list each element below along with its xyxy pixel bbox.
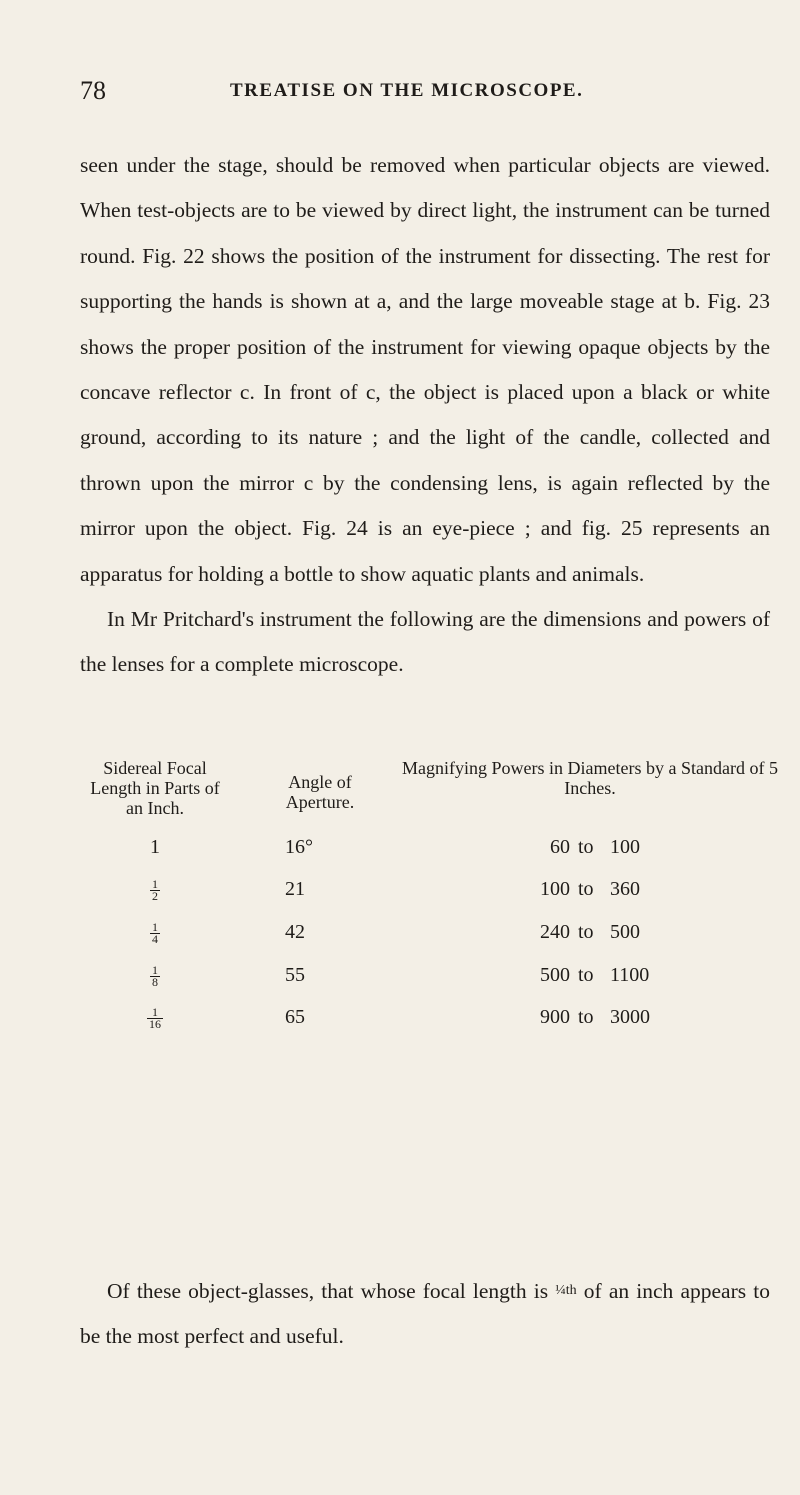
power-from: 60	[550, 836, 570, 858]
power-from: 900	[540, 1006, 570, 1028]
page-number: 78	[80, 76, 106, 105]
focal-fraction: $\frac{1}{4}$	[152, 919, 158, 946]
power-from: 100	[540, 878, 570, 900]
power-upto: 1100	[610, 964, 650, 986]
power-to-word: to	[578, 878, 594, 900]
page-header	[80, 76, 770, 116]
power-to-word: to	[578, 964, 594, 986]
header-angle-aperture: Angle of Aperture.	[285, 772, 355, 812]
power-upto: 500	[610, 921, 640, 943]
paragraph-2: In Mr Pritchard's instrument the following are the dimensions and powers of the lenses for a complete microscope.	[80, 607, 770, 677]
closing-text: Of these object-glasses, that whose focal length is ¼th of an inch appears to be the most perfect and useful.	[80, 1279, 770, 1349]
table-row	[80, 836, 770, 874]
header-focal-length: Sidereal Focal Length in Parts of an Inch.	[90, 758, 220, 818]
table-row	[80, 921, 770, 959]
focal-value	[80, 921, 230, 945]
power-upto: 3000	[610, 1006, 650, 1028]
angle-value: 21	[285, 878, 305, 900]
power-from: 240	[540, 921, 570, 943]
angle-value: 65	[285, 1006, 305, 1028]
power-to-word: to	[578, 1006, 594, 1028]
focal-fraction: $\frac{1}{8}$	[152, 962, 158, 989]
power-upto: 360	[610, 878, 640, 900]
table-row	[80, 964, 770, 1002]
power-to-word: to	[578, 921, 594, 943]
table-row	[80, 878, 770, 916]
power-to-word: to	[578, 836, 594, 858]
focal-value	[80, 964, 230, 988]
power-upto: 100	[610, 836, 640, 858]
angle-value: 55	[285, 964, 305, 986]
body-text	[80, 143, 770, 688]
table-row	[80, 1006, 770, 1044]
angle-value: 16°	[285, 836, 313, 858]
running-head: TREATISE ON THE MICROSCOPE.	[230, 80, 584, 101]
angle-value: 42	[285, 921, 305, 943]
header-magnifying-powers: Magnifying Powers in Diameters by a Standard of 5 Inches.	[402, 758, 778, 798]
focal-value	[80, 1006, 230, 1030]
power-from: 500	[540, 964, 570, 986]
paragraph-1: seen under the stage, should be removed when particular objects are viewed. When test-objects are to be viewed by direct light, the instrument can be turned round. Fig. 22 shows the position of the instrument for dissecting. The rest for supporting the hands is shown at a, and the large moveable stage at b. Fig. 23 shows the proper position of the instrument for viewing opaque objects by the concave reflector c. In front of c, the object is placed upon a black or white ground, according to its nature ; and the light of the candle, collected and thrown upon the mirror c by the condensing lens, is again reflected by the mirror upon the object. Fig. 24 is an eye-piece ; and fig. 25 represents an apparatus for holding a bottle to show aquatic plants and animals.	[80, 153, 770, 586]
focal-value: 1	[150, 836, 160, 858]
inline-fraction: ¼th	[555, 1283, 577, 1298]
closing-paragraph	[80, 1268, 770, 1360]
focal-fraction: $\frac{1}{16}$	[149, 1004, 161, 1031]
focal-fraction: $\frac{1}{2}$	[152, 876, 158, 903]
focal-value	[80, 878, 230, 902]
